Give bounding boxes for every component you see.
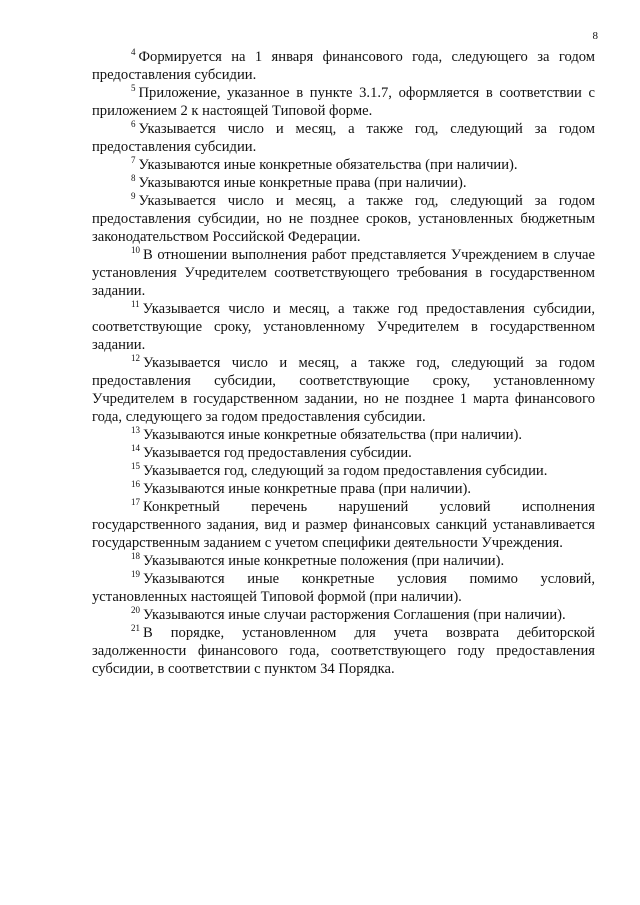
footnotes-list: [92, 48, 595, 678]
footnote: [92, 444, 595, 462]
footnote-text: Указывается число и месяц, а также год, следующий за годом предоставления субсидии, но не позднее сроков, установленных бюджетным законодательством Российской Федерации.: [92, 193, 595, 245]
footnote-mark: 20: [131, 605, 140, 615]
footnote: [92, 480, 595, 498]
footnote: [92, 624, 595, 678]
footnote: [92, 570, 595, 606]
footnote-text: Указывается год, следующий за годом предоставления субсидии.: [143, 463, 548, 479]
footnote-mark: 9: [131, 191, 136, 201]
footnote: [92, 174, 595, 192]
footnote: [92, 120, 595, 156]
footnote-mark: 13: [131, 425, 140, 435]
footnote: [92, 552, 595, 570]
footnote-text: Указываются иные конкретные права (при наличии).: [138, 175, 467, 191]
footnote-text: Указываются иные случаи расторжения Соглашения (при наличии).: [143, 607, 566, 623]
footnote-text: Указываются иные конкретные обязательства (при наличии).: [143, 427, 523, 443]
footnote: [92, 84, 595, 120]
footnote-mark: 7: [131, 155, 136, 165]
footnote-mark: 14: [131, 443, 140, 453]
footnote-mark: 5: [131, 83, 136, 93]
footnote-mark: 4: [131, 47, 136, 57]
footnote: [92, 498, 595, 552]
footnote: [92, 426, 595, 444]
footnote-text: В порядке, установленном для учета возврата дебиторской задолженности финансового года, соответствующего году предоставления субсидии, в соответствии с пунктом 34 Порядка.: [92, 625, 595, 677]
footnote-text: Указываются иные конкретные условия помимо условий, установленных настоящей Типовой формой (при наличии).: [92, 571, 595, 605]
footnote-mark: 12: [131, 353, 140, 363]
footnote-text: Указываются иные конкретные права (при наличии).: [143, 481, 472, 497]
footnote-mark: 10: [131, 245, 140, 255]
footnote-text: Указывается год предоставления субсидии.: [143, 445, 412, 461]
footnote-mark: 19: [131, 569, 140, 579]
footnote: [92, 300, 595, 354]
footnote-text: В отношении выполнения работ представляется Учреждением в случае установления Учредителем соответствующего требования в государственном задании.: [92, 247, 595, 299]
footnote-mark: 11: [131, 299, 140, 309]
footnote-text: Указывается число и месяц, а также год предоставления субсидии, соответствующие сроку, установленному Учредителем в государственном задании.: [92, 301, 595, 353]
page-number: 8: [592, 30, 598, 42]
footnote-text: Приложение, указанное в пункте 3.1.7, оформляется в соответствии с приложением 2 к настоящей Типовой форме.: [92, 85, 595, 119]
footnote: [92, 192, 595, 246]
footnote-text: Указываются иные конкретные обязательства (при наличии).: [138, 157, 518, 173]
footnote: [92, 246, 595, 300]
footnote: [92, 354, 595, 426]
footnote: [92, 48, 595, 84]
footnote-text: Указывается число и месяц, а также год, следующий за годом предоставления субсидии.: [92, 121, 595, 155]
footnote-mark: 18: [131, 551, 140, 561]
footnote: [92, 156, 595, 174]
footnote-mark: 8: [131, 173, 136, 183]
footnote-mark: 6: [131, 119, 136, 129]
footnote-mark: 21: [131, 623, 140, 633]
footnote-text: Формируется на 1 января финансового года, следующего за годом предоставления субсидии.: [92, 49, 595, 83]
footnote-mark: 17: [131, 497, 140, 507]
footnote-text: Конкретный перечень нарушений условий исполнения государственного задания, вид и размер финансовых санкций устанавливается государственным заданием с учетом специфики деятельности Учреждения.: [92, 499, 595, 551]
footnote-text: Указывается число и месяц, а также год, следующий за годом предоставления субсидии, соответствующие сроку, установленному Учредителем в государственном задании, но не позднее 1 марта финансового года, следующего за годом предоставления субсидии.: [92, 355, 595, 425]
footnote-mark: 15: [131, 461, 140, 471]
footnote: [92, 462, 595, 480]
footnote-text: Указываются иные конкретные положения (при наличии).: [143, 553, 505, 569]
footnote-mark: 16: [131, 479, 140, 489]
footnote: [92, 606, 595, 624]
